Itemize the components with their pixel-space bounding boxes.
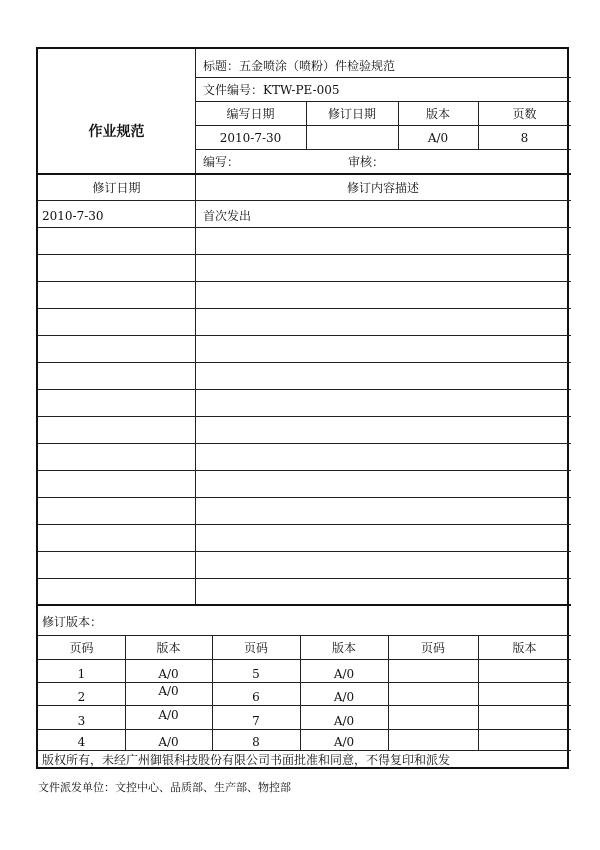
doc-number: 文件编号：KTW-PE-005 [203, 83, 340, 97]
pv-cell: 3 [77, 714, 86, 728]
pv-header-version-3: 版本 [512, 641, 537, 655]
pv-cell: 5 [252, 667, 260, 681]
rev-col-date: 修订日期 [92, 181, 141, 195]
copyright-notice: 版权所有，未经广州御银科技股份有限公司书面批准和同意，不得复印和派发 [42, 753, 451, 767]
pv-cell: 7 [252, 714, 260, 728]
author-label: 编写： [203, 155, 240, 169]
col-header-revised-date: 修订日期 [327, 107, 376, 121]
page-versions-label: 修订版本： [42, 615, 103, 629]
pv-header-page-1: 页码 [69, 641, 94, 655]
document-frame [36, 47, 569, 769]
col-header-pages: 页数 [512, 107, 537, 121]
pv-cell: A/0 [158, 684, 179, 698]
col-header-version: 版本 [425, 107, 450, 121]
pv-header-version-2: 版本 [331, 641, 356, 655]
pv-header-page-3: 页码 [420, 641, 445, 655]
reviewer-label: 审核： [348, 155, 385, 169]
pv-header-page-2: 页码 [243, 641, 268, 655]
doc-type: 作业规范 [88, 124, 145, 140]
rev-row-date: 2010-7-30 [42, 209, 104, 223]
doc-title: 标题：五金喷涂（喷粉）件检验规范 [203, 59, 396, 73]
col-header-written-date: 编写日期 [226, 107, 275, 121]
value-written-date: 2010-7-30 [219, 131, 282, 145]
pv-cell: A/0 [333, 667, 355, 681]
pv-cell: A/0 [333, 714, 355, 728]
pv-cell: 6 [252, 690, 260, 704]
rev-col-desc: 修订内容描述 [346, 181, 419, 195]
distribution-units: 文件派发单位：文控中心、品质部、生产部、物控部 [38, 781, 291, 794]
rev-row-desc: 首次发出 [203, 209, 252, 223]
pv-cell: A/0 [158, 708, 179, 722]
value-pages: 8 [520, 131, 529, 145]
pv-cell: A/0 [333, 690, 355, 704]
pv-cell: 4 [77, 735, 86, 749]
value-version: A/0 [427, 131, 449, 145]
pv-cell: A/0 [158, 667, 179, 681]
pv-cell: A/0 [333, 735, 355, 749]
pv-header-version-1: 版本 [156, 641, 181, 655]
pv-cell: 1 [77, 667, 86, 681]
pv-cell: 8 [252, 735, 260, 749]
pv-cell: 2 [77, 690, 86, 704]
pv-cell: A/0 [158, 735, 179, 749]
